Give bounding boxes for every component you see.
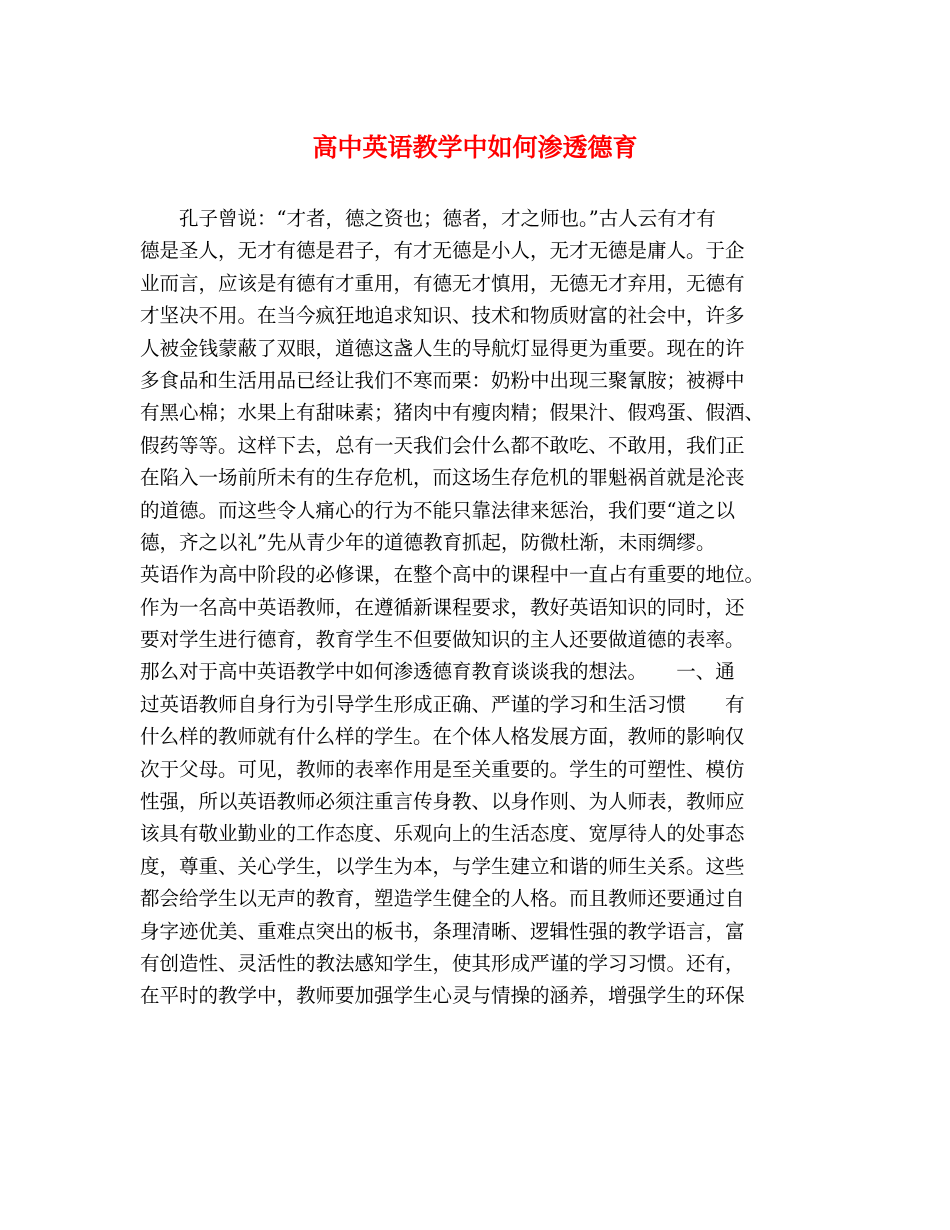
body-line-7: 有黑心棉；水果上有甜味素；猪肉中有瘦肉精；假果汁、假鸡蛋、假酒、 (140, 401, 765, 425)
body-line-3: 业而言，应该是有德有才重用，有德无才慎用，无德无才弃用，无德有 (140, 271, 745, 295)
body-line-8: 假药等等。这样下去，总有一天我们会什么都不敢吃、不敢用，我们正 (140, 433, 745, 457)
body-line-1: 孔子曾说：“才者，德之资也；德者，才之师也。”古人云有才有 (140, 207, 716, 230)
body-line-6: 多食品和生活用品已经让我们不寒而栗：奶粉中出现三聚氰胺；被褥中 (140, 368, 745, 392)
body-line-2: 德是圣人，无才有德是君子，有才无德是小人，无才无德是庸人。于企 (140, 239, 745, 263)
body-line-19: 性强，所以英语教师必须注重言传身教、以身作则、为人师表，教师应 (140, 790, 745, 814)
body-line-4: 才坚决不用。在当今疯狂地追求知识、技术和物质财富的社会中，许多 (140, 304, 745, 328)
body-line-5: 人被金钱蒙蔽了双眼，道德这盏人生的导航灯显得更为重要。现在的许 (140, 336, 745, 360)
body-line-9: 在陷入一场前所未有的生存危机，而这场生存危机的罪魁祸首就是沦丧 (140, 466, 745, 490)
document-body (140, 203, 820, 1013)
body-line-12: 英语作为高中阶段的必修课，在整个高中的课程中一直占有重要的地位。 (140, 563, 765, 587)
body-line-24: 有创造性、灵活性的教法感知学生，使其形成严谨的学习习惯。还有， (140, 951, 745, 975)
body-line-14: 要对学生进行德育，教育学生不但要做知识的主人还要做道德的表率。 (140, 628, 745, 652)
body-line-25: 在平时的教学中，教师要加强学生心灵与情操的涵养，增强学生的环保 (140, 984, 745, 1008)
body-line-13: 作为一名高中英语教师，在遵循新课程要求，教好英语知识的同时，还 (140, 595, 745, 619)
body-line-11: 德，齐之以礼”先从青少年的道德教育抓起，防微杜渐，未雨绸缪。 (140, 530, 716, 554)
body-line-17: 什么样的教师就有什么样的学生。在个体人格发展方面，教师的影响仅 (140, 725, 745, 749)
body-line-16: 过英语教师自身行为引导学生形成正确、严谨的学习和生活习惯 有 (140, 692, 745, 716)
document-title: 高中英语教学中如何渗透德育 (312, 133, 638, 162)
body-line-15: 那么对于高中英语教学中如何渗透德育教育谈谈我的想法。 一、通 (140, 660, 735, 684)
body-line-21: 度，尊重、关心学生，以学生为本，与学生建立和谐的师生关系。这些 (140, 854, 745, 878)
body-line-18: 次于父母。可见，教师的表率作用是至关重要的。学生的可塑性、模仿 (140, 757, 745, 781)
body-line-20: 该具有敬业勤业的工作态度、乐观向上的生活态度、宽厚待人的处事态 (140, 822, 745, 846)
body-line-23: 身字迹优美、重难点突出的板书，条理清晰、逻辑性强的教学语言，富 (140, 919, 745, 943)
body-line-22: 都会给学生以无声的教育，塑造学生健全的人格。而且教师还要通过自 (140, 887, 745, 911)
body-line-10: 的道德。而这些令人痛心的行为不能只靠法律来惩治，我们要“道之以 (140, 498, 735, 522)
